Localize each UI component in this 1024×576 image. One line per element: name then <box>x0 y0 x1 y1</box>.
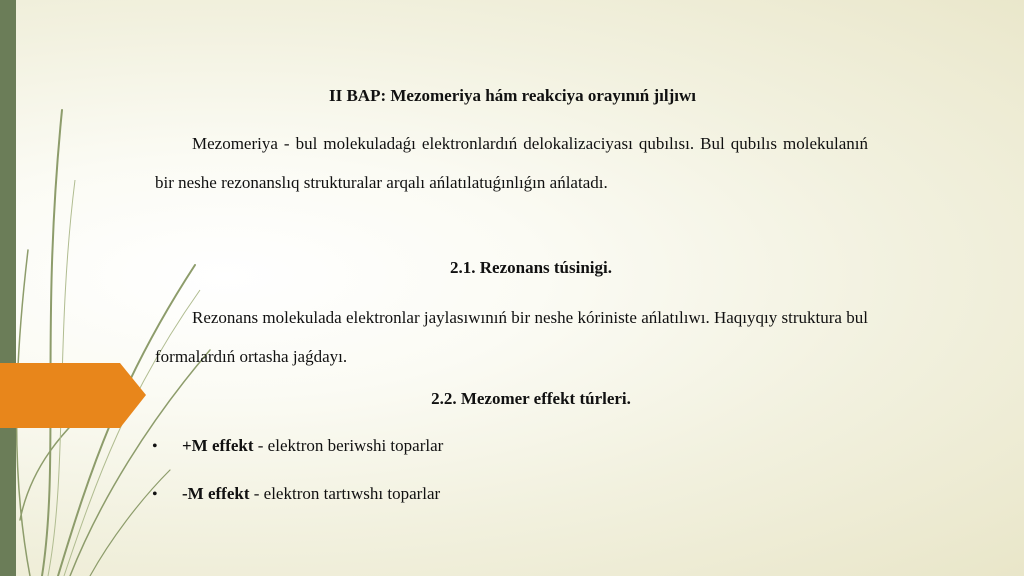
list-item <box>152 436 443 456</box>
bullet-icon: • <box>152 486 158 503</box>
section-heading-mezomer-effekt: 2.2. Mezomer effekt túrleri. <box>431 389 631 408</box>
bullet-icon: • <box>152 438 158 455</box>
orange-arrow-shape <box>0 0 150 576</box>
paragraph-rezonans: Rezonans molekulada elektronlar jaylasıwınıń bir neshe kóriniste ańlatılıwı. Haqıyqıy struktura bul formalardıń ortasha jaǵdayı. <box>155 308 868 366</box>
slide-title: II BAP: Mezomeriya hám reakciya orayınıń jıljıwı <box>328 86 697 105</box>
bullet-text: - elektron beriwshi toparlar <box>253 436 444 455</box>
bullet-text: - elektron tartıwshı toparlar <box>249 484 441 503</box>
section-heading-rezonans: 2.1. Rezonans túsinigi. <box>450 258 612 277</box>
bullet-term: -M effekt <box>182 484 250 503</box>
paragraph-mezomeriya: Mezomeriya - bul molekuladaǵı elektronlardıń delokalizaciyası qubılısı. Bul qubılıs molekulanıń bir neshe rezonanslıq strukturalar arqalı ańlatılatuǵınlıǵın ańlatadı. <box>155 134 868 192</box>
list-item <box>152 484 440 504</box>
bullet-term: +M effekt <box>182 436 254 455</box>
